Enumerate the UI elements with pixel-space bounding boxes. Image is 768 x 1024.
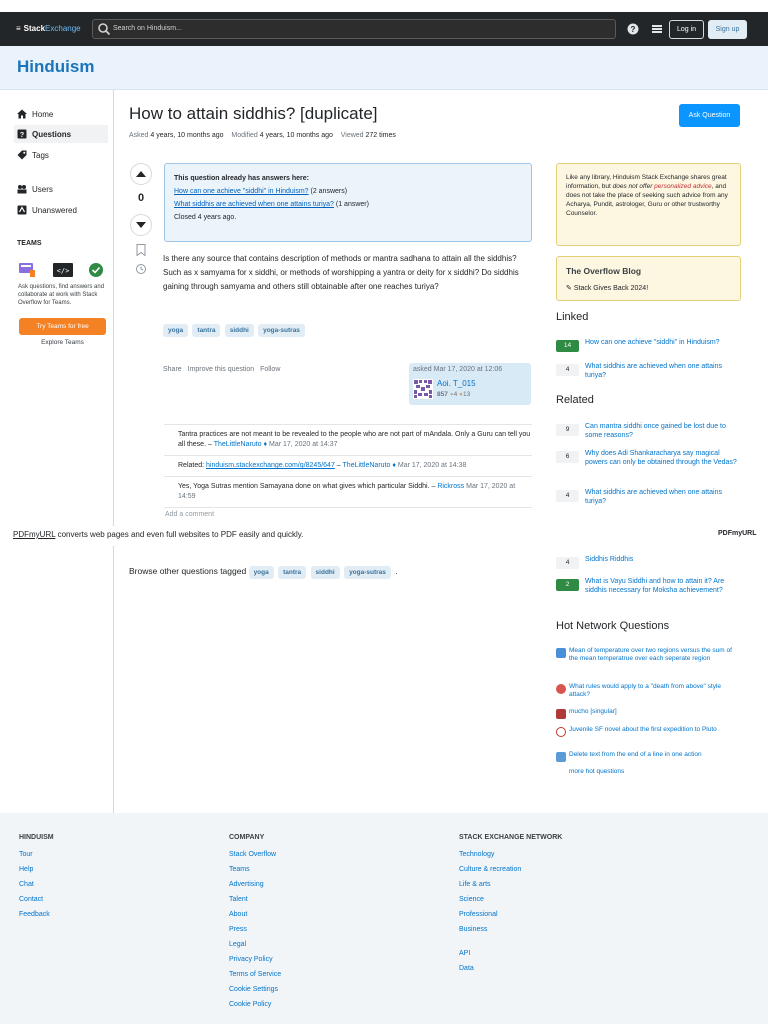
- blog-item-text: Stack Gives Back 2024!: [573, 285, 649, 292]
- stackexchange-logo[interactable]: [16, 24, 81, 33]
- site-icon: [556, 684, 566, 694]
- modified-value[interactable]: 4 years, 10 months ago: [259, 132, 333, 139]
- hot-question-link[interactable]: Mean of temperature over two regions versus the sum of the mean temperatrue over each seperate region: [569, 647, 732, 662]
- tag-siddhi[interactable]: siddhi: [311, 566, 340, 579]
- site-icon: [556, 727, 566, 737]
- hot-network-heading: Hot Network Questions: [556, 620, 670, 632]
- score-badge: 6: [556, 451, 579, 463]
- follow-link[interactable]: Follow: [260, 366, 281, 373]
- related-question[interactable]: [556, 577, 742, 607]
- blog-title: The Overflow Blog: [566, 266, 642, 276]
- question-body: Is there any source that contains description of methods or mantra sadhana to attain all the siddhis? Such as x samyama for x siddhi, or methods of worshipping a yantra or deity for x siddhi? Do siddhis gaining through samyama and others still obtainable after one reaches turiya?: [163, 254, 519, 291]
- footer-link[interactable]: Cookie Settings: [229, 986, 279, 993]
- pdf-brand-link[interactable]: PDFmyURL: [13, 530, 56, 539]
- pencil-icon: ✎: [566, 285, 572, 292]
- comment-date[interactable]: Mar 17, 2020 at 14:38: [397, 462, 467, 469]
- arrow-up-icon: [136, 170, 146, 178]
- asked-label: Asked: [129, 132, 149, 139]
- closed-status: Closed 4 years ago.: [174, 214, 237, 221]
- modified-label: Modified: [231, 132, 258, 139]
- question-link[interactable]: What siddhis are achieved when one attains turiya?: [585, 489, 722, 505]
- nav-home[interactable]: [14, 105, 108, 123]
- footer-link[interactable]: Culture & recreation: [459, 866, 522, 873]
- score-badge: 4: [556, 364, 579, 376]
- search-placeholder: Search on Hinduism...: [113, 25, 182, 32]
- upvote-button[interactable]: [130, 163, 152, 185]
- bronze-badge-icon: ●: [459, 391, 463, 398]
- score-badge: 4: [556, 490, 579, 502]
- duplicate-item: [174, 201, 522, 208]
- site-icon: [556, 709, 566, 719]
- teams-description: Ask questions, find answers and collaborate at work with Stack Overflow for Teams.: [18, 284, 105, 306]
- nav-unanswered[interactable]: [14, 201, 108, 219]
- bronze-count: 13: [462, 391, 471, 398]
- post-menu: [163, 366, 284, 373]
- comment-date[interactable]: Mar 17, 2020 at 14:59: [178, 483, 516, 500]
- help-icon[interactable]: [627, 23, 639, 35]
- comment-text: Yes, Yoga Sutras mention Samayana done on what gives which particular Siddhi. –: [178, 483, 436, 490]
- tag-siddhi[interactable]: siddhi: [225, 324, 254, 337]
- try-teams-button[interactable]: Try Teams for free: [19, 318, 106, 335]
- duplicate-link[interactable]: What siddhis are achieved when one attains turiya?: [174, 201, 334, 208]
- vote-count: 0: [137, 192, 145, 204]
- footer-link[interactable]: Science: [459, 896, 484, 903]
- blog-item[interactable]: [566, 284, 648, 292]
- related-question[interactable]: [556, 449, 742, 479]
- silver-count: 4: [453, 391, 458, 398]
- nav-label: Questions: [32, 130, 72, 139]
- hot-question[interactable]: [556, 647, 742, 673]
- related-question[interactable]: [556, 488, 742, 510]
- more-hot-questions-link[interactable]: more hot questions: [569, 768, 625, 775]
- footer-link[interactable]: Technology: [459, 851, 495, 858]
- footer-column-hinduism: [19, 834, 54, 926]
- nav-tags[interactable]: [14, 146, 108, 164]
- user-name[interactable]: Aoi. T_015: [437, 379, 476, 388]
- footer-column-company: [229, 834, 281, 1016]
- footer-link[interactable]: Feedback: [19, 911, 50, 918]
- footer-link[interactable]: Life & arts: [459, 881, 491, 888]
- login-button[interactable]: Log in: [669, 20, 704, 39]
- top-bar: [0, 12, 768, 46]
- svg-text:?: ?: [630, 25, 636, 34]
- comment-author[interactable]: TheLittleNaruto ♦: [342, 462, 396, 469]
- tag-yoga[interactable]: yoga: [249, 566, 274, 579]
- silver-badge-icon: ●: [449, 391, 454, 398]
- comment-author[interactable]: Rickross: [437, 483, 465, 490]
- avatar[interactable]: [413, 379, 433, 399]
- site-name[interactable]: Hinduism: [17, 57, 95, 76]
- pdf-banner: [0, 526, 768, 546]
- hot-question[interactable]: [556, 726, 742, 744]
- related-heading: Related: [556, 394, 594, 406]
- question-title[interactable]: How to attain siddhis? [duplicate]: [129, 104, 378, 123]
- footer-heading[interactable]: STACK EXCHANGE NETWORK: [459, 834, 563, 841]
- question-meta: [129, 132, 396, 139]
- viewed-value: 272 times: [365, 132, 396, 139]
- question-link[interactable]: Siddhis Riddhis: [585, 556, 634, 563]
- question-link[interactable]: How can one achieve "siddhi" in Hinduism?: [585, 339, 720, 346]
- explore-teams-link[interactable]: Explore Teams: [41, 339, 84, 346]
- footer-link[interactable]: Professional: [459, 911, 498, 918]
- ask-question-button[interactable]: Ask Question: [679, 104, 740, 127]
- site-header: [0, 46, 768, 90]
- question-link[interactable]: What siddhis are achieved when one attains turiya?: [585, 363, 722, 379]
- hot-question[interactable]: [556, 683, 742, 701]
- asked-value: 4 years, 10 months ago: [150, 132, 224, 139]
- footer-link[interactable]: Legal: [229, 941, 247, 948]
- menu-icon: ≡: [16, 24, 21, 33]
- linked-question[interactable]: [556, 338, 742, 354]
- comment: [164, 456, 532, 477]
- footer-link[interactable]: Talent: [229, 896, 248, 903]
- questions-icon: [17, 129, 27, 139]
- bookmark-icon[interactable]: [136, 244, 146, 256]
- nav-users[interactable]: [14, 180, 108, 198]
- duplicate-item: [174, 188, 522, 195]
- disclaimer-emphasis: personalized advice: [654, 183, 712, 190]
- answer-count: (1 answer): [335, 201, 369, 208]
- comments-list: [164, 424, 532, 508]
- hot-question[interactable]: [556, 751, 742, 761]
- related-question[interactable]: [556, 422, 742, 444]
- footer: [0, 813, 768, 1024]
- downvote-button[interactable]: [130, 214, 152, 236]
- home-icon: [17, 109, 27, 119]
- comment-date[interactable]: Mar 17, 2020 at 14:37: [269, 441, 338, 448]
- svg-text:?: ?: [19, 132, 25, 139]
- logo-text-stack: Stack: [23, 24, 46, 33]
- footer-link[interactable]: Business: [459, 926, 488, 933]
- pdf-banner-message: converts web pages and even full websites to PDF easily and quickly.: [55, 530, 304, 539]
- nav-label: Unanswered: [32, 206, 77, 215]
- comment-link[interactable]: hinduism.stackexchange.com/q/8245/647: [206, 462, 335, 469]
- teams-illustration: [18, 261, 106, 279]
- duplicate-notice: [164, 163, 532, 242]
- footer-link[interactable]: API: [459, 950, 471, 957]
- hot-question-link[interactable]: Delete text from the end of a line in one action: [569, 751, 702, 758]
- browse-end: .: [395, 566, 398, 576]
- search-icon: [97, 22, 111, 36]
- add-comment-link[interactable]: Add a comment: [165, 511, 215, 518]
- question-tags: [163, 324, 307, 337]
- footer-link[interactable]: Stack Overflow: [229, 851, 277, 858]
- search-input[interactable]: [92, 19, 616, 39]
- footer-column-network: [459, 834, 562, 980]
- duplicate-title: This question already has answers here:: [174, 175, 309, 182]
- hot-question[interactable]: [556, 708, 742, 718]
- teams-heading: TEAMS: [17, 240, 42, 247]
- footer-link[interactable]: Contact: [19, 896, 44, 903]
- tag-yoga-sutras[interactable]: yoga-sutras: [258, 324, 305, 337]
- score-badge: 14: [556, 340, 579, 352]
- footer-link[interactable]: Privacy Policy: [229, 956, 273, 963]
- comment-text: Related:: [178, 462, 205, 469]
- share-link[interactable]: Share: [163, 366, 182, 373]
- pdfmyurl-logo[interactable]: PDFmyURL: [718, 530, 757, 537]
- logo-text-exchange: Exchange: [45, 24, 81, 33]
- footer-link[interactable]: Press: [229, 926, 247, 933]
- site-icon: [556, 752, 566, 762]
- disclaimer-emphasis: does not offer: [612, 183, 653, 190]
- answer-count: (2 answers): [310, 188, 348, 195]
- nav-label: Home: [32, 110, 54, 119]
- pdf-banner-text: [13, 530, 303, 539]
- nav-label: Tags: [32, 151, 49, 160]
- footer-link[interactable]: Advertising: [229, 881, 264, 888]
- user-reputation: [437, 391, 470, 398]
- comment-author[interactable]: TheLittleNaruto ♦: [213, 441, 268, 448]
- improve-link[interactable]: Improve this question: [187, 366, 255, 373]
- site-switcher-icon[interactable]: [651, 23, 663, 35]
- site-icon: [556, 648, 566, 658]
- linked-heading: Linked: [556, 311, 589, 323]
- tag-icon: [17, 150, 27, 160]
- footer-link[interactable]: About: [229, 911, 248, 918]
- comment: [164, 477, 532, 508]
- users-icon: [17, 184, 27, 194]
- disclaimer-text: Like any library, Hinduism Stack Exchange shares great information, but: [566, 174, 727, 190]
- arrow-down-icon: [136, 221, 146, 229]
- reputation-score: 857: [437, 391, 448, 398]
- tag-yoga[interactable]: yoga: [163, 324, 188, 337]
- hot-question-link[interactable]: Juvenile SF novel about the first expedition to Pluto: [569, 726, 717, 733]
- site-disclaimer: [556, 163, 741, 246]
- tag-tantra[interactable]: tantra: [278, 566, 306, 579]
- footer-link[interactable]: Chat: [19, 881, 34, 888]
- browse-text: Browse other questions tagged: [129, 566, 247, 576]
- browse-tags: [129, 566, 398, 579]
- footer-link[interactable]: Tour: [19, 851, 33, 858]
- comment-text: Tantra practices are not meant to be revealed to the people who are not part of mAndala. Only a Guru can tell you all these. –: [178, 431, 531, 448]
- viewed-label: Viewed: [340, 132, 364, 139]
- tag-yoga-sutras[interactable]: yoga-sutras: [344, 566, 391, 579]
- footer-link[interactable]: Teams: [229, 866, 250, 873]
- hot-question-link[interactable]: What rules would apply to a "death from above" style attack?: [569, 683, 722, 698]
- nav-label: Users: [32, 185, 53, 194]
- question-link[interactable]: Can mantra siddhi once gained be lost due to some reasons?: [585, 423, 726, 439]
- question-link[interactable]: Why does Adi Shankaracharya say magical powers can only be obtained through the Vedas?: [585, 450, 737, 466]
- comment-text: –: [336, 462, 341, 469]
- footer-heading[interactable]: COMPANY: [229, 834, 265, 841]
- svg-text:</>: </>: [56, 267, 70, 275]
- footer-link[interactable]: Cookie Policy: [229, 1001, 272, 1008]
- signup-button[interactable]: Sign up: [708, 20, 747, 39]
- history-icon[interactable]: [135, 263, 147, 275]
- left-sidebar: [0, 90, 114, 813]
- related-question[interactable]: [556, 555, 742, 569]
- footer-link[interactable]: Data: [459, 965, 474, 972]
- question-link[interactable]: What is Vayu Siddhi and how to attain it? Are siddhis necessary for Moksha achievement?: [585, 578, 725, 594]
- hot-question-link[interactable]: mucho [singular]: [569, 708, 617, 715]
- score-badge: 9: [556, 424, 579, 436]
- footer-link[interactable]: Terms of Service: [229, 971, 282, 978]
- duplicate-link[interactable]: How can one achieve "siddhi" in Hinduism?: [174, 188, 309, 195]
- score-badge: 4: [556, 557, 579, 569]
- comment: [164, 425, 532, 456]
- asked-date[interactable]: asked Mar 17, 2020 at 12:06: [413, 366, 503, 373]
- asked-user-card: [409, 363, 531, 405]
- nav-questions[interactable]: [14, 125, 108, 143]
- footer-heading[interactable]: HINDUISM: [19, 834, 54, 841]
- unanswered-icon: [17, 205, 27, 215]
- linked-question[interactable]: [556, 362, 742, 384]
- score-badge: 2: [556, 579, 579, 591]
- tag-tantra[interactable]: tantra: [192, 324, 220, 337]
- footer-spacer: [459, 941, 562, 950]
- overflow-blog-widget: [556, 256, 741, 301]
- disclaimer-text: , and does not take the place of seeking such advice from any Acharya, Pundit, astrologer, Guru or other trustworthy Counselor.: [566, 183, 728, 217]
- footer-link[interactable]: Help: [19, 866, 34, 873]
